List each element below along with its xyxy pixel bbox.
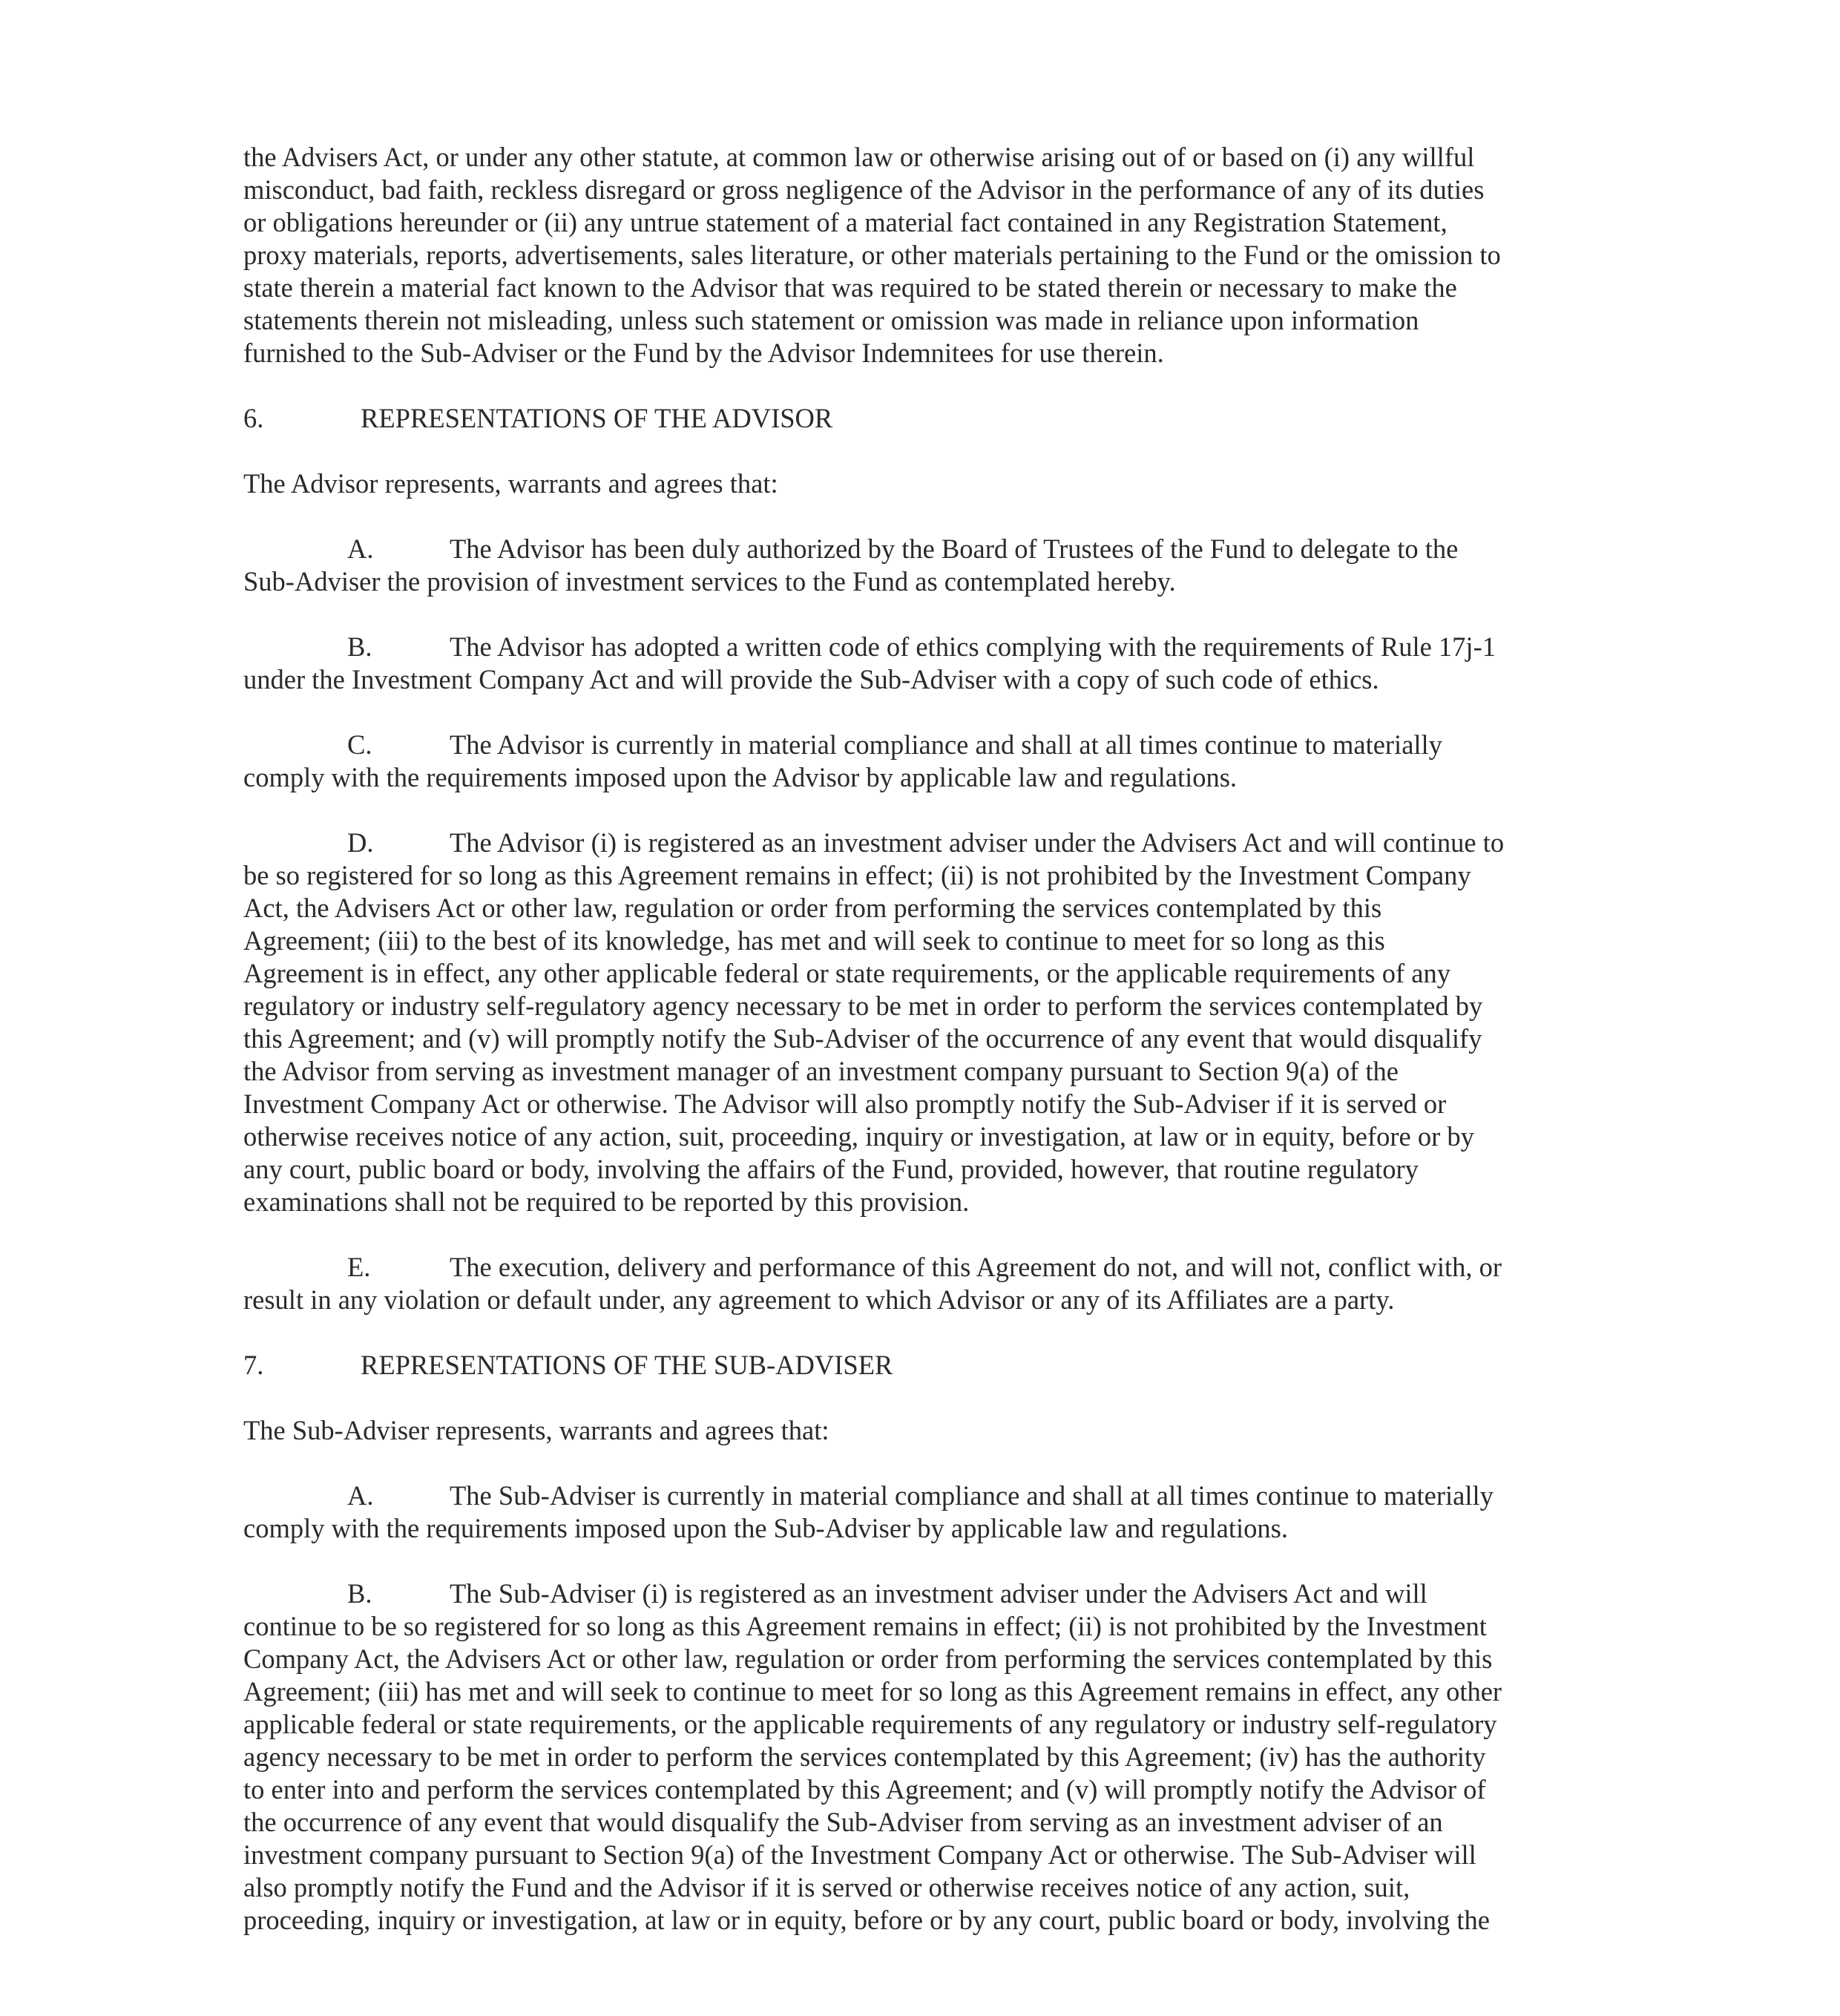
text-line: Agreement; (iii) to the best of its knowledge, has met and will seek to continue to meet for so long as this <box>243 925 1385 956</box>
text-line: The Sub-Adviser represents, warrants and agrees that: <box>243 1415 829 1445</box>
item-letter: B. <box>347 631 372 662</box>
section-6-lead <box>243 467 1579 500</box>
text-line: Agreement is in effect, any other applicable federal or state requirements, or the applicable requirements of any <box>243 958 1450 988</box>
text-line: continue to be so registered for so long as this Agreement remains in effect; (ii) is not prohibited by the Investment <box>243 1611 1487 1641</box>
item-letter: B. <box>347 1578 372 1609</box>
text-line <box>243 729 1579 761</box>
item-letter: D. <box>347 827 374 858</box>
text-line: examinations shall not be required to be reported by this provision. <box>243 1186 970 1217</box>
text-line: or obligations hereunder or (ii) any untrue statement of a material fact contained in any Registration Statement, <box>243 207 1448 237</box>
section-6-item-d <box>243 827 1579 1218</box>
section-6-heading <box>243 402 1579 435</box>
section-7-lead <box>243 1414 1579 1447</box>
intro-paragraph <box>243 141 1579 370</box>
item-letter: E. <box>347 1252 371 1282</box>
text-line: comply with the requirements imposed upon the Sub-Adviser by applicable law and regulations. <box>243 1513 1288 1543</box>
text-line: Agreement; (iii) has met and will seek to continue to meet for so long as this Agreement remains in effect, any other <box>243 1676 1502 1707</box>
section-6-item-e <box>243 1251 1579 1316</box>
section-7-heading <box>243 1349 1579 1382</box>
text-line: Act, the Advisers Act or other law, regulation or order from performing the services contemplated by this <box>243 893 1382 923</box>
text-line <box>243 1480 1579 1512</box>
text-line <box>243 1577 1579 1610</box>
section-6-item-a <box>243 533 1579 598</box>
item-letter: A. <box>347 533 374 564</box>
item-text: The Advisor (i) is registered as an investment adviser under the Advisers Act and will continue to <box>450 827 1505 858</box>
text-line: any court, public board or body, involving the affairs of the Fund, provided, however, that routine regulatory <box>243 1154 1419 1184</box>
text-line: be so registered for so long as this Agreement remains in effect; (ii) is not prohibited by the Investment Company <box>243 860 1471 890</box>
text-line: Investment Company Act or otherwise. The Advisor will also promptly notify the Sub-Adviser if it is served or <box>243 1089 1447 1119</box>
text-line: under the Investment Company Act and will provide the Sub-Adviser with a copy of such code of ethics. <box>243 664 1379 695</box>
text-line: otherwise receives notice of any action, suit, proceeding, inquiry or investigation, at law or in equity, before or by <box>243 1121 1474 1152</box>
text-line: applicable federal or state requirements, or the applicable requirements of any regulatory or industry self-regulatory <box>243 1709 1497 1739</box>
item-letter: C. <box>347 729 372 760</box>
text-line <box>243 631 1579 663</box>
section-7-number: 7. <box>243 1350 264 1380</box>
text-line: this Agreement; and (v) will promptly notify the Sub-Adviser of the occurrence of any event that would disqualify <box>243 1023 1482 1054</box>
text-line: proxy materials, reports, advertisements, sales literature, or other materials pertaining to the Fund or the omission to <box>243 240 1501 270</box>
item-text: The execution, delivery and performance of this Agreement do not, and will not, conflict with, or <box>450 1252 1502 1282</box>
item-text: The Advisor is currently in material compliance and shall at all times continue to materially <box>450 729 1442 760</box>
text-line: comply with the requirements imposed upon the Advisor by applicable law and regulations. <box>243 762 1238 792</box>
text-line: Company Act, the Advisers Act or other law, regulation or order from performing the services contemplated by this <box>243 1644 1493 1674</box>
text-line: statements therein not misleading, unless such statement or omission was made in reliance upon information <box>243 305 1419 335</box>
item-text: The Sub-Adviser is currently in material compliance and shall at all times continue to materially <box>450 1480 1494 1511</box>
text-line: also promptly notify the Fund and the Advisor if it is served or otherwise receives notice of any action, suit, <box>243 1872 1410 1902</box>
text-line: the occurrence of any event that would disqualify the Sub-Adviser from serving as an investment adviser of an <box>243 1807 1443 1837</box>
text-line: the Advisor from serving as investment manager of an investment company pursuant to Section 9(a) of the <box>243 1056 1399 1086</box>
text-line: misconduct, bad faith, reckless disregard or gross negligence of the Advisor in the performance of any of its duties <box>243 174 1485 205</box>
section-6-title: REPRESENTATIONS OF THE ADVISOR <box>361 403 833 433</box>
item-text: The Advisor has adopted a written code of ethics complying with the requirements of Rule 17j-1 <box>450 631 1496 662</box>
text-line: state therein a material fact known to the Advisor that was required to be stated therein or necessary to make the <box>243 272 1457 303</box>
section-7-item-a <box>243 1480 1579 1545</box>
text-line: the Advisers Act, or under any other statute, at common law or otherwise arising out of or based on (i) any willful <box>243 142 1475 172</box>
item-text: The Advisor has been duly authorized by the Board of Trustees of the Fund to delegate to the <box>450 533 1459 564</box>
text-line: result in any violation or default under, any agreement to which Advisor or any of its Affiliates are a party. <box>243 1284 1395 1315</box>
text-line: agency necessary to be met in order to perform the services contemplated by this Agreement; (iv) has the authority <box>243 1741 1486 1772</box>
text-line: furnished to the Sub-Adviser or the Fund by the Advisor Indemnitees for use therein. <box>243 338 1164 368</box>
text-line: Sub-Adviser the provision of investment services to the Fund as contemplated hereby. <box>243 566 1176 597</box>
text-line: The Advisor represents, warrants and agrees that: <box>243 468 778 499</box>
section-6-number: 6. <box>243 403 264 433</box>
text-line <box>243 533 1579 565</box>
text-line: regulatory or industry self-regulatory agency necessary to be met in order to perform the services contemplated by <box>243 991 1483 1021</box>
section-6-item-b <box>243 631 1579 696</box>
text-line <box>243 1251 1579 1284</box>
document-page <box>243 141 1579 1969</box>
section-7-item-b <box>243 1577 1579 1937</box>
text-line <box>243 827 1579 859</box>
item-text: The Sub-Adviser (i) is registered as an investment adviser under the Advisers Act and will <box>450 1578 1427 1609</box>
text-line: to enter into and perform the services contemplated by this Agreement; and (v) will promptly notify the Advisor of <box>243 1774 1486 1805</box>
text-line: investment company pursuant to Section 9(a) of the Investment Company Act or otherwise. The Sub-Adviser will <box>243 1839 1476 1870</box>
section-6-item-c <box>243 729 1579 794</box>
text-line: proceeding, inquiry or investigation, at law or in equity, before or by any court, public board or body, involving the <box>243 1905 1490 1935</box>
section-7-title: REPRESENTATIONS OF THE SUB-ADVISER <box>361 1350 893 1380</box>
item-letter: A. <box>347 1480 374 1511</box>
